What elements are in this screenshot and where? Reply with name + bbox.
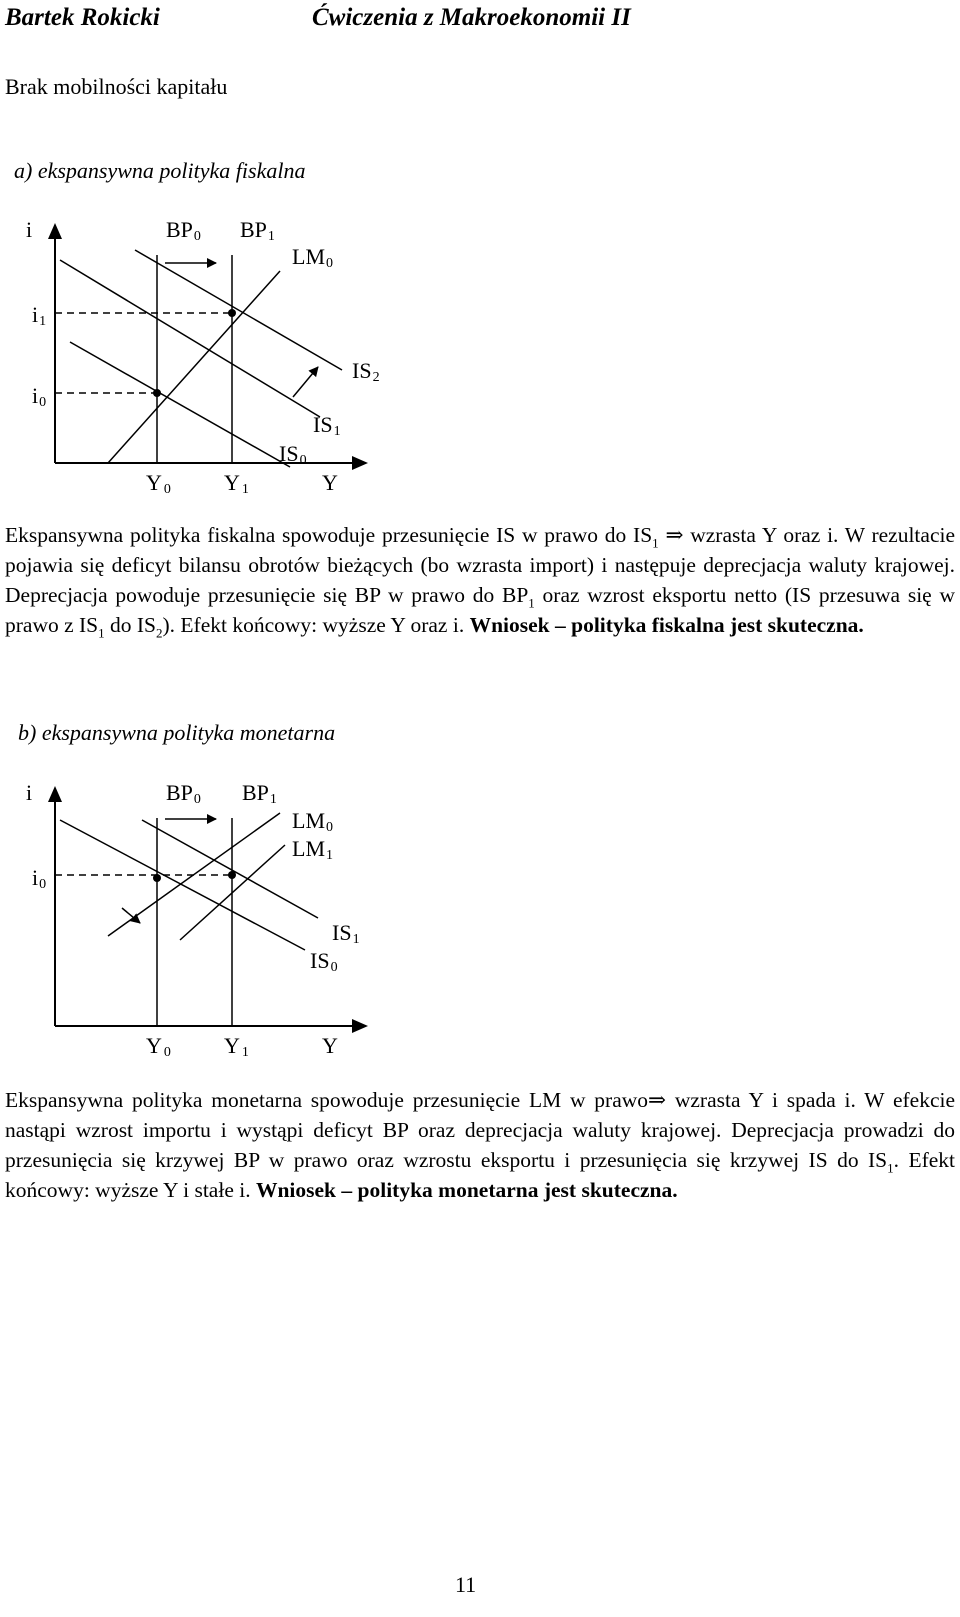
- label-y: Y: [322, 470, 338, 495]
- label-i: i: [26, 780, 33, 805]
- label-is2: IS2: [352, 358, 380, 385]
- label-bp0: BP0: [166, 780, 201, 807]
- is0-line: [70, 342, 290, 467]
- header-author: Bartek Rokicki: [5, 4, 160, 31]
- diagram-fiscal: [0, 205, 430, 500]
- label-i0: i0: [32, 383, 47, 410]
- label-y0: Y 0: [146, 470, 171, 497]
- lm0-line: [108, 271, 280, 463]
- label-lm1: LM1: [292, 836, 333, 863]
- equilibrium-point-0: [153, 874, 161, 882]
- label-y: Y: [322, 1033, 338, 1058]
- equilibrium-point-0: [153, 389, 161, 397]
- label-bp0: BP0: [166, 217, 201, 244]
- page-number: 11: [455, 1572, 477, 1597]
- conclusion-fiscal: Wniosek – polityka fiskalna jest skuteczna.: [469, 613, 864, 637]
- x-axis-arrowhead: [352, 456, 368, 470]
- is-shift-arrow: [293, 367, 318, 397]
- part-b-title: b) ekspansywna polityka monetarna: [18, 720, 336, 745]
- x-axis-arrowhead: [352, 1019, 368, 1033]
- label-is1: IS1: [332, 920, 360, 947]
- is0-line: [60, 820, 305, 950]
- label-lm0: LM0: [292, 244, 333, 271]
- equilibrium-point-1: [228, 309, 236, 317]
- header-course: Ćwiczenia z Makroekonomii II: [312, 4, 631, 31]
- y-axis-arrowhead: [48, 786, 62, 802]
- label-bp1: BP1: [242, 780, 277, 807]
- label-is0: IS0: [279, 441, 307, 468]
- label-is1: IS1: [313, 412, 341, 439]
- label-y0: Y 0: [146, 1033, 171, 1060]
- paragraph-fiscal: Ekspansywna polityka fiskalna spowoduje przesunięcie IS w prawo do $IS_1$ ⇒ wzrasta Y oraz i. W rezultacie pojawia się deficyt bilansu obrotów bieżących (bo wzrasta import) i następuje deprecjacja waluty krajowej. Deprecjacja powoduje przesunięcie się BP w prawo do $BP_1$ oraz wzrost eksportu netto (IS przesuwa się w prawo z $IS_1$ do $IS_2$). Efekt końcowy: wyższe Y oraz i. Wniosek – polityka fiskalna jest skuteczna.: [5, 523, 956, 641]
- is1-line: [60, 260, 320, 417]
- conclusion-monetary: Wniosek – polityka monetarna jest skuteczna.: [255, 1178, 678, 1202]
- label-y1: Y 1: [224, 470, 249, 497]
- part-a-title: a) ekspansywna polityka fiskalna: [14, 158, 306, 183]
- is1-line: [142, 820, 318, 918]
- label-i0: i0: [32, 865, 47, 892]
- y-axis-arrowhead: [48, 223, 62, 239]
- label-bp1: BP1: [240, 217, 275, 244]
- label-i: i: [26, 217, 33, 242]
- label-y1: Y 1: [224, 1033, 249, 1060]
- label-is0: IS0: [310, 948, 338, 975]
- equilibrium-point-1: [228, 871, 236, 879]
- section-title: Brak mobilności kapitału: [5, 74, 228, 99]
- diagram-monetary: [0, 768, 430, 1068]
- paragraph-monetary: Ekspansywna polityka monetarna spowoduje przesunięcie LM w prawo⇒ wzrasta Y i spada i. W efekcie nastąpi wzrost importu i wystąpi deficyt BP oraz deprecjacja waluty krajowej. Deprecjacja prowadzi do przesunięcia się krzywej BP w prawo oraz wzrostu eksportu i przesunięcia się krzywej IS do $IS_1$. Efekt końcowy: wyższe Y i stałe i. Wniosek – polityka monetarna jest skuteczna.: [5, 1088, 956, 1202]
- label-lm0: LM0: [292, 808, 333, 835]
- label-i1: i1: [32, 302, 47, 329]
